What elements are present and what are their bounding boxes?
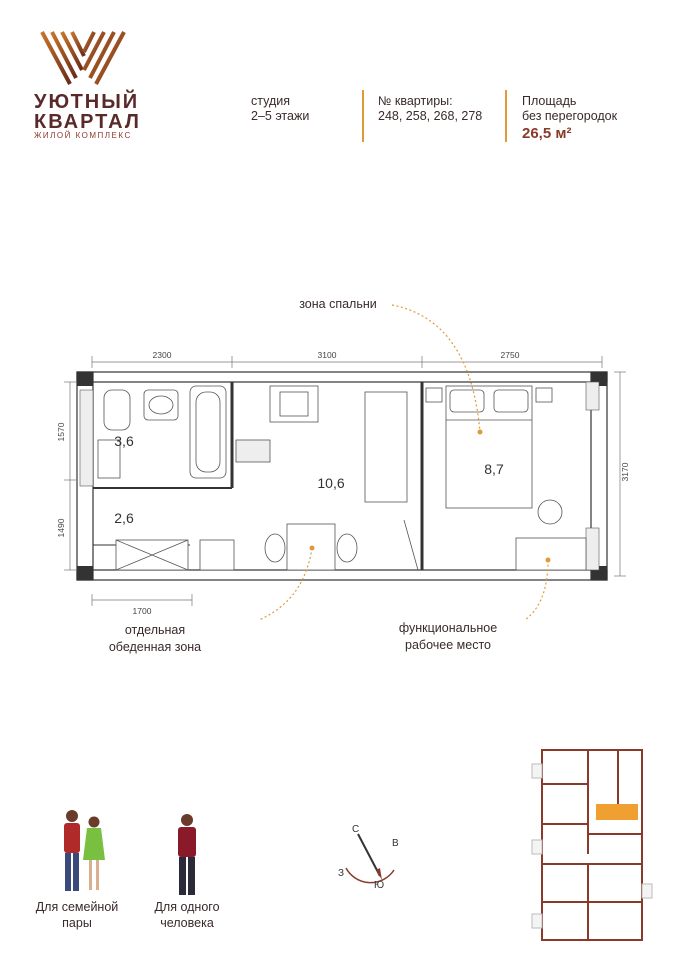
room-area-bathroom: 3,6: [114, 433, 134, 449]
room-area-living: 10,6: [317, 475, 345, 491]
compass-w: З: [338, 868, 345, 879]
annotation-dining-2: обеденная зона: [108, 640, 202, 654]
annotation-work-1: функциональное: [398, 621, 498, 635]
divider: [362, 90, 364, 142]
divider: [505, 90, 507, 142]
dim-top-3: 2750: [500, 350, 520, 360]
area-sublabel: без перегородок: [522, 109, 618, 123]
highlighted-apartment: [596, 804, 638, 820]
single-caption-2: человека: [160, 916, 214, 930]
couple-caption-1: Для семейной: [35, 900, 119, 914]
brand-line1: УЮТНЫЙ: [34, 91, 140, 113]
room-area-bedroom: 8,7: [484, 461, 504, 477]
area-value: 26,5 м²: [522, 125, 572, 142]
couple-icon: [52, 808, 116, 898]
couple-caption-2: пары: [62, 916, 92, 930]
dim-left-1: 1570: [56, 422, 66, 442]
floor-plan: [0, 280, 679, 620]
compass-s: Ю: [374, 880, 385, 890]
area-label: Площадь: [522, 94, 577, 108]
brand-subtitle: ЖИЛОЙ КОМПЛЕКС: [34, 131, 132, 140]
brand-line2: КВАРТАЛ: [34, 111, 141, 133]
bathroom-fixtures: [98, 386, 270, 478]
apartment-numbers: 248, 258, 268, 278: [378, 109, 483, 123]
compass-icon: [336, 820, 406, 890]
building-key-plan: [528, 744, 658, 950]
apartment-type: студия: [251, 94, 290, 108]
apartment-floors: 2–5 этажи: [251, 109, 310, 123]
dim-top-1: 2300: [152, 350, 172, 360]
logo: [40, 30, 126, 86]
bedroom-furniture: [426, 386, 586, 570]
apartment-number-label: № квартиры:: [378, 94, 453, 108]
compass-n: С: [352, 824, 360, 835]
dim-top-2: 3100: [317, 350, 337, 360]
dim-right: 3170: [620, 462, 630, 482]
single-caption-1: Для одного: [154, 900, 220, 914]
single-person-icon: [172, 812, 202, 898]
dim-left-2: 1490: [56, 518, 66, 538]
dim-bottom: 1700: [132, 606, 152, 616]
room-area-hall: 2,6: [114, 510, 134, 526]
logo-mark-icon: [40, 30, 126, 86]
annotation-work-2: рабочее место: [405, 638, 491, 652]
annotation-sleep-zone: зона спальни: [299, 297, 377, 311]
compass-e: В: [392, 838, 399, 849]
annotation-dining-1: отдельная: [124, 623, 186, 637]
